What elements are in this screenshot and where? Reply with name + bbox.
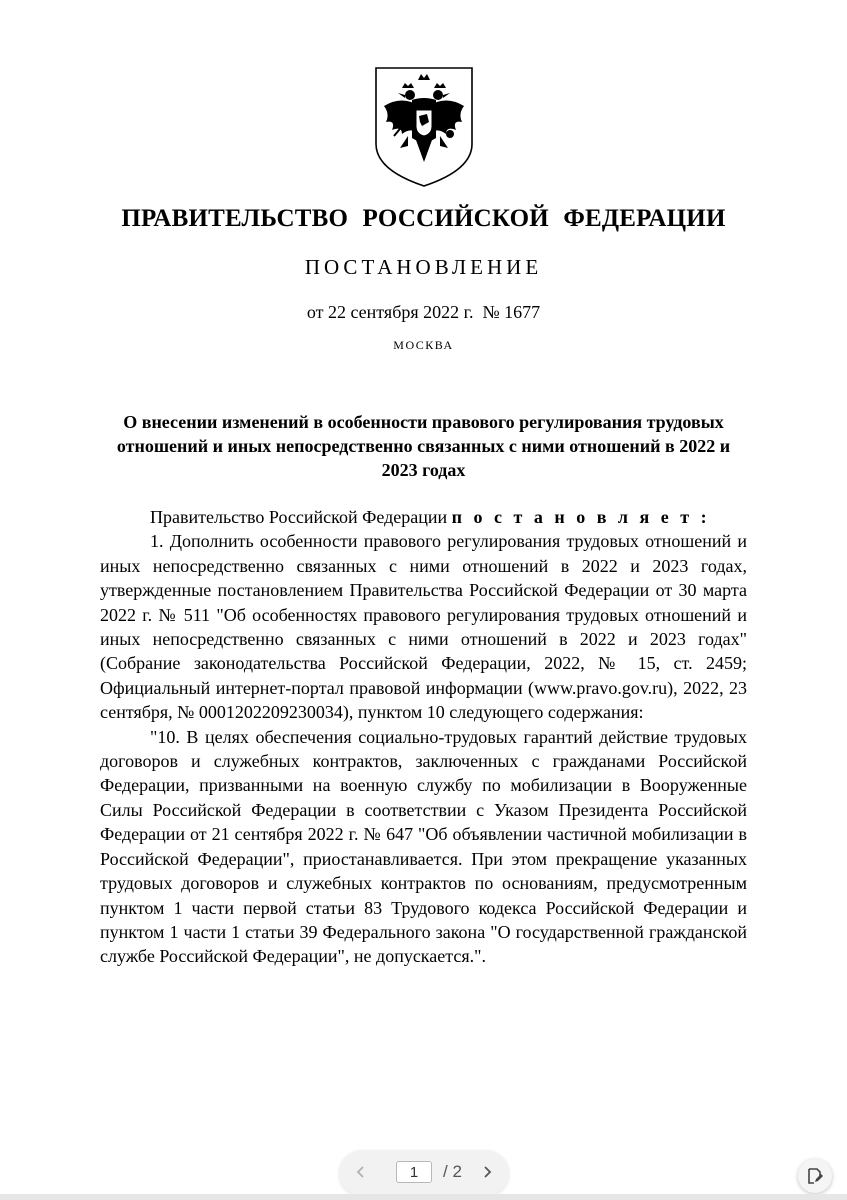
- chevron-right-icon: [480, 1165, 494, 1179]
- chevron-left-icon: [354, 1165, 368, 1179]
- prev-page-button[interactable]: [349, 1160, 373, 1184]
- bottom-scroll-strip: [0, 1194, 847, 1200]
- intro-text: Правительство Российской Федерации: [150, 507, 452, 527]
- coat-of-arms-icon: [372, 66, 476, 188]
- date-and-number: от 22 сентября 2022 г. № 1677: [306, 302, 541, 322]
- government-title: ПРАВИТЕЛЬСТВО РОССИЙСКОЙ ФЕДЕРАЦИИ: [121, 205, 726, 232]
- paragraph-2: "10. В целях обеспечения социально-трудовых гарантий действие трудовых договоров и служебных контрактов, заключенных с гражданами Российской Федерации, призванными на военную службу по мобилизации в Вооруженные Силы Российской Федерации в соответствии с Указом Президента Российской Федерации от 21 сентября 2022 г. № 647 "Об объявлении частичной мобилизации в Российской Федерации", приостанавливается. При этом прекращение указанных трудовых договоров и служебных контрактов по основаниям, предусмотренным пунктом 1 части первой статьи 83 Трудового кодекса Российской Федерации и пунктом 1 части 1 статьи 39 Федерального закона "О государственной гражданской службе Российской Федерации", не допускается.".: [100, 726, 747, 967]
- intro-paragraph: [100, 505, 747, 529]
- city: МОСКВА: [393, 338, 454, 352]
- document-body: [100, 505, 747, 969]
- page-number-input[interactable]: 1: [396, 1161, 432, 1183]
- document-type: ПОСТАНОВЛЕНИЕ: [304, 255, 543, 279]
- paragraph-1: 1. Дополнить особенности правового регулирования трудовых отношений и иных непосредственно связанных с ними отношений в 2022 и 2023 годах, утвержденные постановлением Правительства Российской Федерации от 30 марта 2022 г. № 511 "Об особенностях правового регулирования трудовых отношений и иных непосредственно связанных с ними отношений в 2022 и 2023 годах" (Собрание законодательства Российской Федерации, 2022, № 15, ст. 2459; Официальный интернет-портал правовой информации (www.pravo.gov.ru), 2022, 23 сентября, № 0001202209230034), пунктом 10 следующего содержания:: [100, 531, 747, 723]
- edit-document-icon: [806, 1167, 824, 1185]
- total-pages: 2: [452, 1162, 462, 1181]
- next-page-button[interactable]: [475, 1160, 499, 1184]
- page-navigator: [339, 1150, 509, 1196]
- decree-word: п о с т а н о в л я е т :: [451, 507, 711, 527]
- page-separator: /: [443, 1162, 448, 1181]
- document-subject: О внесении изменений в особенности правового регулирования трудовых отношений и иных непосредственно связанных с ними отношений в 2022 и 2023 годах: [116, 412, 731, 480]
- edit-document-button[interactable]: [798, 1159, 832, 1193]
- page-count: [443, 1162, 462, 1182]
